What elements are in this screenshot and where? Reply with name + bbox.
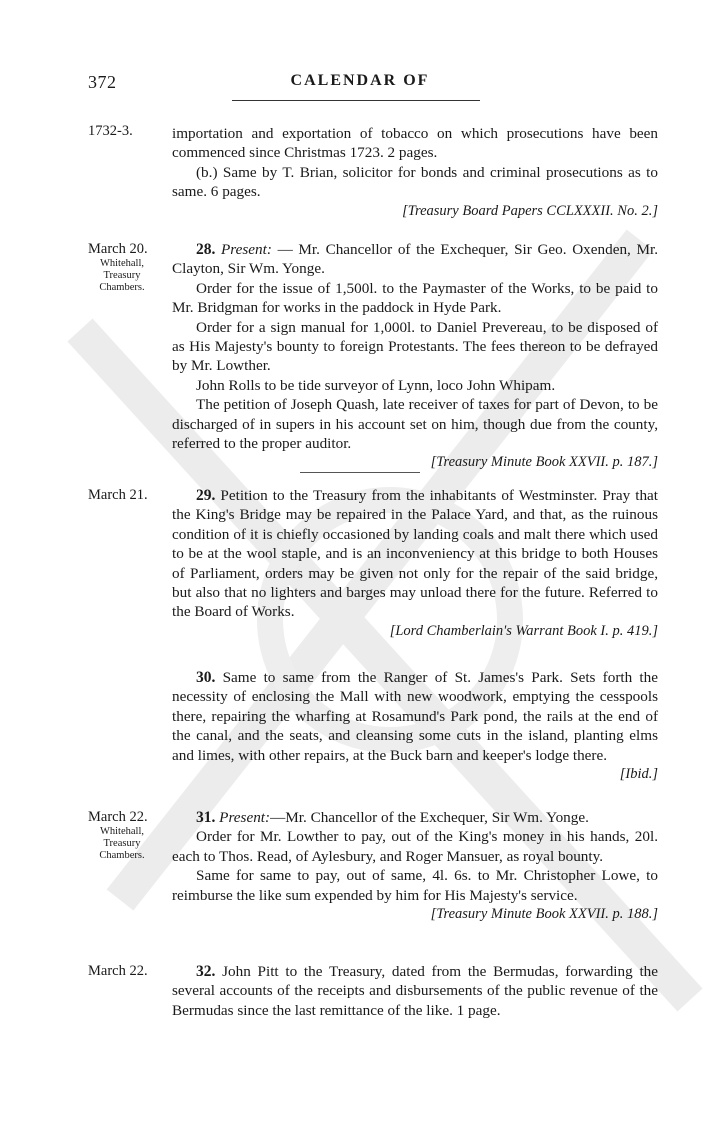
page-number: 372 <box>88 72 117 92</box>
entry-continuation-line2: (b.) Same by T. Brian, solicitor for bonds and criminal prosecutions as to same. 6 pages. <box>172 163 658 201</box>
source-text: [Ibid.] <box>619 766 658 783</box>
entry-number: 32. <box>196 963 216 980</box>
running-head: CALENDAR OF <box>290 72 430 89</box>
entry-31-order-1: Order for Mr. Lowther to pay, out of the King's money in his hands, 20l. each to Thos. Read, of Aylesbury, and Roger Mansuer, as royal bounty. <box>172 828 658 865</box>
margin-date-28-text: March 20. <box>88 241 148 257</box>
entry-continuation-line1: importation and exportation of tobacco on which prosecutions have been commenced since Christmas 1723. 2 pages. <box>172 125 658 162</box>
entry-29 <box>172 486 658 641</box>
source-text: [Treasury Board Papers CCLXXXII. No. 2.] <box>402 202 658 219</box>
margin-date-31 <box>88 808 164 862</box>
entry-30 <box>172 668 658 784</box>
entry-28-order-2: Order for a sign manual for 1,000l. to Daniel Prevereau, to be disposed of as His Majesty's bounty to foreign Protestants. The fees thereon to be defrayed by Mr. Lowther. <box>172 318 658 375</box>
margin-date-28 <box>88 240 164 294</box>
entry-28-order-1: Order for the issue of 1,500l. to the Paymaster of the Works, to be paid to Mr. Bridgman for works in the paddock in Hyde Park. <box>172 279 658 317</box>
source-text: [Treasury Minute Book XXVII. p. 187.] <box>430 454 658 471</box>
source-text: [Treasury Minute Book XXVII. p. 188.] <box>430 906 658 923</box>
entry-31 <box>172 808 658 924</box>
entry-30-text: Same to same from the Ranger of St. James's Park. Sets forth the necessity of enclosing the Mall with new woodwork, emptying the cesspools there, repairing the wharfing at Rosamund's Park pond, the rails at the end of the canal, and the seats, and cleansing some cuts in the island, planting elms and limes, with other repairs, at the Buck barn and keeper's lodge there. <box>172 669 658 764</box>
source-citation <box>172 453 658 472</box>
header-rule <box>232 100 480 101</box>
source-citation <box>172 622 658 641</box>
margin-note-31: Whitehall, Treasury Chambers. <box>99 826 145 861</box>
source-citation <box>172 905 658 924</box>
margin-note-28: Whitehall, Treasury Chambers. <box>99 258 145 293</box>
entry-31-attendees: —Mr. Chancellor of the Exchequer, Sir Wm. Yonge. <box>270 809 589 826</box>
entry-28-attendees: — Mr. Chancellor of the Exchequer, Sir Geo. Oxenden, Mr. Clayton, Sir Wm. Yonge. <box>172 241 658 278</box>
entry-continuation <box>172 124 658 221</box>
source-text: [Lord Chamberlain's Warrant Book I. p. 419.] <box>389 622 658 639</box>
entry-number: 28. <box>196 241 216 258</box>
entry-28 <box>172 240 658 472</box>
entry-32-text: John Pitt to the Treasury, dated from the Bermudas, forwarding the several accounts of the receipts and disbursements of the public revenue of the Bermudas since the last remittance of the like. 1 page. <box>172 963 658 1019</box>
margin-date-32: March 22. <box>88 963 148 979</box>
entry-number: 30. <box>196 669 216 686</box>
margin-date-29: March 21. <box>88 487 148 503</box>
entry-number: 29. <box>196 487 216 504</box>
entry-number: 31. <box>196 809 216 826</box>
entry-29-text: Petition to the Treasury from the inhabitants of Westminster. Pray that the King's Bridge may be repaired in the Palace Yard, and that, as the ruinous condition of it is chiefly occasioned by landing coals and malt there which used to be at the wool staple, and is an inconveniency at this bridge to both Houses of Parliament, orders may be given not only for the repair of the said bridge, but also that no lighters and barges may unload there for the future. Referred to the Board of Works. <box>172 487 658 621</box>
source-citation <box>172 202 658 221</box>
margin-year: 1732-3. <box>88 123 133 139</box>
entry-separator <box>300 472 420 473</box>
entry-28-appointment: John Rolls to be tide surveyor of Lynn, loco John Whipam. <box>196 376 556 394</box>
margin-date-31-text: March 22. <box>88 809 148 825</box>
present-label: Present: <box>221 241 272 258</box>
source-citation <box>172 765 658 784</box>
entry-31-order-2: Same for same to pay, out of same, 4l. 6s. to Mr. Christopher Lowe, to reimburse the like sum expended by him for His Majesty's service. <box>172 867 658 904</box>
entry-28-petition: The petition of Joseph Quash, late receiver of taxes for part of Devon, to be discharged of in supers in his account set on him, though due from the county, referred to the proper auditor. <box>172 396 658 453</box>
present-label: Present: <box>219 809 271 826</box>
entry-32 <box>172 962 658 1020</box>
